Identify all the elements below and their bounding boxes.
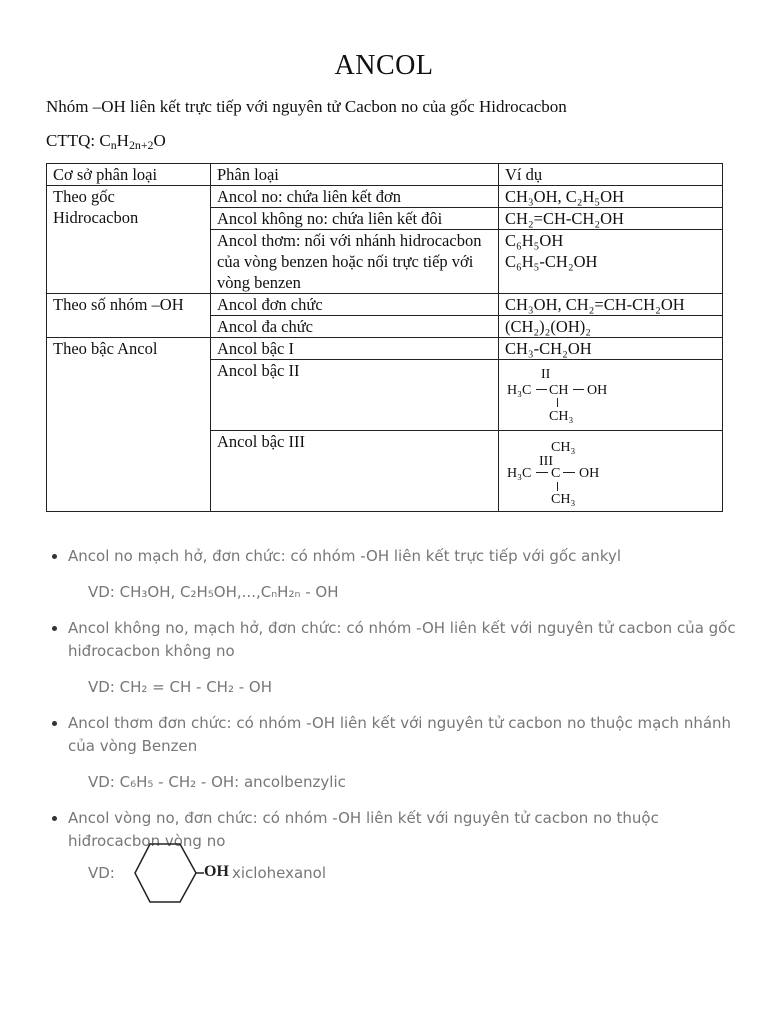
struct3-right: OH (579, 466, 600, 481)
struct2-bottom: CH₃ (549, 409, 574, 424)
bond-line (536, 472, 548, 473)
type-polyfunctional: Ancol đa chức (211, 316, 499, 338)
example-unsaturated: CH₂=CH-CH₂OH (499, 208, 723, 230)
general-formula (46, 131, 166, 151)
formula-label: CTTQ: (46, 131, 100, 150)
cyclo-vd-label: VD: (88, 864, 115, 882)
bond-line (536, 389, 547, 390)
formula-h: H (116, 131, 129, 150)
note-example: VD: CH₂ = CH - CH₂ - OH (88, 678, 273, 696)
example-phenol: C₆H₅OH (505, 231, 564, 250)
page-title: ANCOL (334, 50, 434, 81)
group-hydrocarbon: Theo gốc Hidrocacbon (47, 186, 211, 294)
list-item: Ancol không no, mạch hở, đơn chức: có nhóm -OH liên kết với nguyên tử cacbon của gốc hiđrocacbon không no (48, 617, 738, 663)
cyclo-name: xiclohexanol (232, 864, 327, 882)
struct2-center: CH (549, 383, 569, 398)
struct3-degree: III (539, 454, 553, 469)
tertiary-structure (505, 431, 716, 511)
note-example: VD: CH₃OH, C₂H₅OH,...,CₙH₂ₙ - OH (88, 583, 339, 601)
struct3-center: C (551, 466, 561, 481)
example-monofunctional: CH₃OH, CH₂=CH-CH₂OH (499, 294, 723, 316)
header-type: Phân loại (211, 164, 499, 186)
table-row (47, 338, 723, 360)
formula-c: C (99, 131, 111, 150)
struct2-left: H₃C (507, 383, 532, 398)
example-tertiary (499, 431, 723, 512)
formula-n: n (110, 137, 117, 152)
struct3-left: H₃C (507, 466, 532, 481)
classification-table (46, 163, 723, 512)
table-header-row (47, 164, 723, 186)
example-benzyl: C₆H₅-CH₂OH (505, 252, 598, 271)
table-row (47, 186, 723, 208)
header-basis: Cơ sở phân loại (47, 164, 211, 186)
bond-line (573, 389, 584, 390)
secondary-structure (505, 360, 716, 428)
list-item: Ancol no mạch hở, đơn chức: có nhóm -OH liên kết trực tiếp với gốc ankyl (48, 545, 738, 568)
example-secondary (499, 360, 723, 431)
example-saturated: CH₃OH, C₂H₅OH (499, 186, 723, 208)
formula-o: O (153, 131, 166, 150)
header-example: Ví dụ (499, 164, 723, 186)
definition-text: Nhóm –OH liên kết trực tiếp với nguyên tử Cacbon no của gốc Hidrocacbon (46, 97, 567, 116)
type-saturated: Ancol no: chứa liên kết đơn (211, 186, 499, 208)
bond-line (563, 472, 575, 473)
table-row (47, 294, 723, 316)
type-unsaturated: Ancol không no: chứa liên kết đôi (211, 208, 499, 230)
type-secondary: Ancol bậc II (211, 360, 499, 431)
group-oh-count: Theo số nhóm –OH (47, 294, 211, 338)
list-item: Ancol vòng no, đơn chức: có nhóm -OH liên kết với nguyên tử cacbon no thuộc hiđrocacbon vòng no (48, 807, 738, 853)
example-primary: CH₃-CH₂OH (499, 338, 723, 360)
notes-list (48, 545, 738, 853)
struct3-bottom: CH₃ (551, 492, 576, 507)
struct2-degree: II (541, 367, 551, 382)
note-example: VD: C₆H₅ - CH₂ - OH: ancolbenzylic (88, 773, 346, 791)
group-degree: Theo bậc Ancol (47, 338, 211, 512)
struct2-right: OH (587, 383, 608, 398)
type-monofunctional: Ancol đơn chức (211, 294, 499, 316)
example-aromatic (499, 230, 723, 294)
cyclohexanol-example (88, 840, 388, 906)
list-item: Ancol thơm đơn chức: có nhóm -OH liên kết với nguyên tử cacbon no thuộc mạch nhánh của vòng Benzen (48, 712, 738, 758)
struct3-top: CH₃ (551, 440, 576, 455)
cyclo-oh: OH (204, 863, 229, 880)
cyclohexane-ring-icon (132, 840, 204, 906)
type-tertiary: Ancol bậc III (211, 431, 499, 512)
type-primary: Ancol bậc I (211, 338, 499, 360)
example-polyfunctional: (CH₂)₂(OH)₂ (499, 316, 723, 338)
formula-2n2: 2n+2 (128, 137, 154, 152)
type-aromatic: Ancol thơm: nối với nhánh hidrocacbon của vòng benzen hoặc nối trực tiếp với vòng benzen (211, 230, 499, 294)
